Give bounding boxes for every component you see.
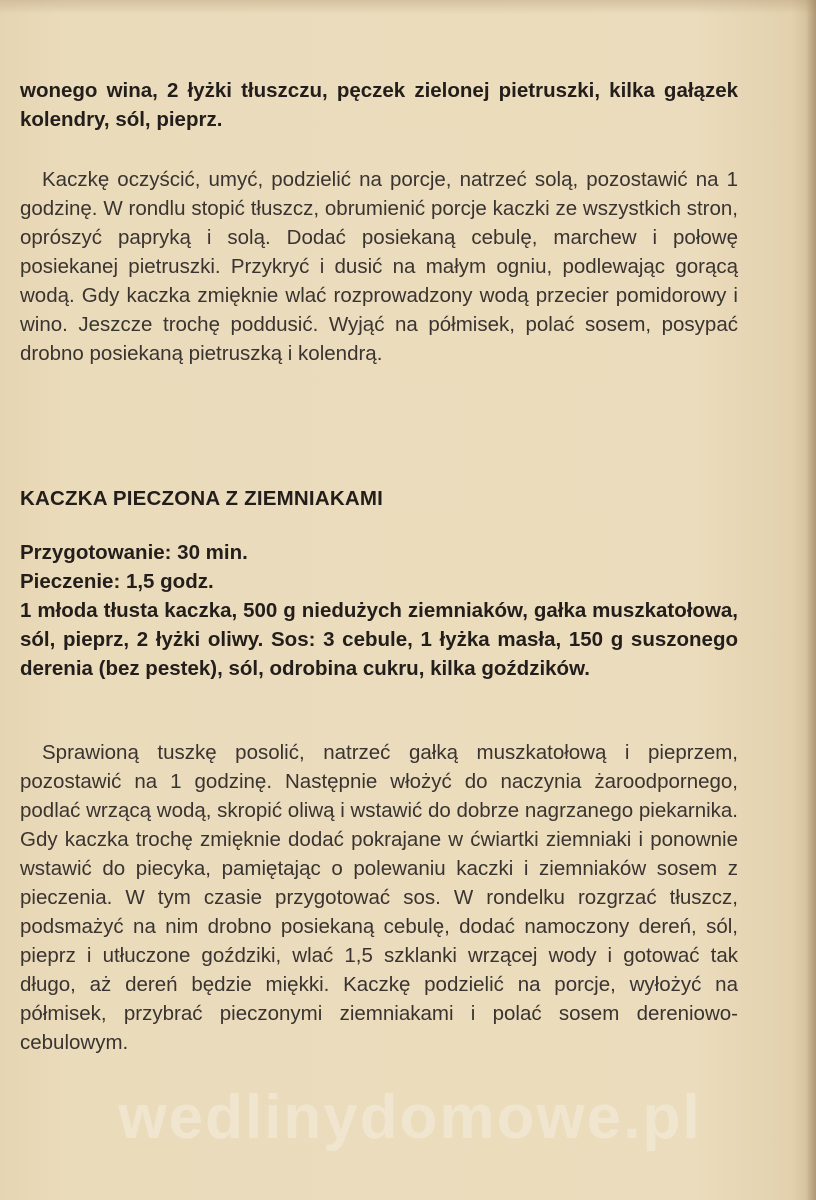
intro-method-paragraph: Kaczkę oczyścić, umyć, podzielić na porcje, natrzeć solą, pozostawić na 1 godzinę. W rondlu stopić tłuszcz, obrumienić porcje kaczki ze wszystkich stron, oprószyć papryką i solą. Dodać posiekaną cebulę, marchew i połowę posiekanej pietruszki. Przykryć i dusić na małym ogniu, podlewając gorącą wodą. Gdy kaczka zmięknie wlać rozprowadzony wodą przecier pomidorowy i wino. Jeszcze trochę poddusić. Wyjąć na półmisek, polać sosem, posypać drobno posiekaną pietruszką i kolendrą. (20, 168, 738, 365)
page-top-shadow (0, 0, 816, 14)
intro-ingredients-text: wonego wina, 2 łyżki tłuszczu, pęczek zielonej pietruszki, kilka gałązek kolendry, sól, pieprz. (20, 79, 738, 131)
recipe-method-paragraph: Sprawioną tuszkę posolić, natrzeć gałką muszkatołową i pieprzem, pozostawić na 1 godzinę. Następnie włożyć do naczynia żaroodpornego, podlać wrzącą wodą, skropić oliwą i wstawić do dobrze nagrzanego piekarnika. Gdy kaczka trochę zmięknie dodać pokrajane w ćwiartki ziemniaki i ponownie wstawić do piecyka, pamiętając o polewaniu kaczki i ziemniaków sosem z pieczenia. W tym czasie przygotować sos. W rondelku rozgrzać tłuszcz, podsmażyć na nim drobno posiekaną cebulę, dodać namoczony dereń, sól, pieprz i utłuczone goździki, wlać 1,5 szklanki wrzącej wody i gotować tak długo, aż dereń będzie miękki. Kaczkę podzielić na porcje, wyłożyć na półmisek, przybrać pieczonymi ziemniakami i polać sosem dereniowo-cebulowym. (20, 741, 738, 1054)
page-right-edge (806, 0, 816, 1200)
recipe-title: KACZKA PIECZONA Z ZIEMNIAKAMI (20, 487, 384, 510)
watermark-text: wedlinydomowe.pl (118, 1083, 702, 1152)
recipe-ingredients: 1 młoda tłusta kaczka, 500 g niedużych ziemniaków, gałka muszkatołowa, sól, pieprz, 2 łyżki oliwy. Sos: 3 cebule, 1 łyżka masła, 150 g suszonego derenia (bez pestek), sól, odrobina cukru, kilka goździków. (20, 599, 738, 680)
prep-time: Przygotowanie: 30 min. (20, 541, 248, 564)
bake-time: Pieczenie: 1,5 godz. (20, 570, 214, 593)
